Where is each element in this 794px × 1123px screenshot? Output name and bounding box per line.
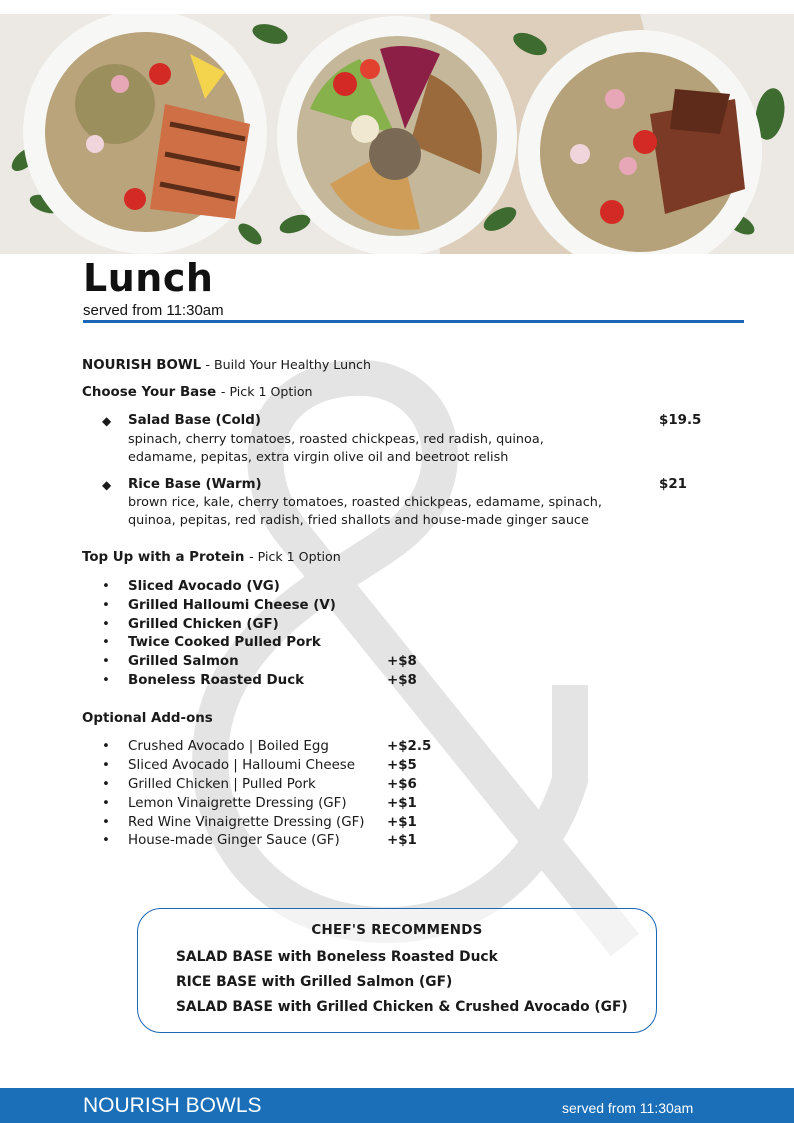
base-item-price: $21 [659, 476, 687, 492]
base-item-name: Rice Base (Warm) [128, 476, 262, 492]
bullet-icon: • [102, 758, 110, 774]
footer-title: NOURISH BOWLS [83, 1094, 262, 1117]
base-item-desc-line: brown rice, kale, cherry tomatoes, roasted chickpeas, edamame, spinach, [128, 495, 602, 511]
bullet-icon: • [102, 654, 110, 670]
list-item [82, 634, 722, 653]
bullet-icon: • [102, 578, 110, 594]
list-item [82, 653, 722, 672]
list-item-price: +$8 [387, 672, 417, 688]
list-item-price: +$8 [387, 654, 417, 670]
footer-bar [0, 1088, 794, 1123]
bullet-icon: • [102, 672, 110, 688]
chef-recommend-line: RICE BASE with Grilled Salmon (GF) [176, 974, 453, 990]
chef-recommend-line: SALAD BASE with Grilled Chicken & Crushed Avocado (GF) [176, 999, 628, 1015]
footer-served-time: served from 11:30am [562, 1100, 694, 1116]
list-item [82, 672, 722, 691]
base-item-name: Salad Base (Cold) [128, 413, 261, 429]
base-item-desc-line: edamame, pepitas, extra virgin olive oil and beetroot relish [128, 449, 509, 465]
list-item-label: Twice Cooked Pulled Pork [128, 635, 321, 651]
nourish-bowl-tagline: - Build Your Healthy Lunch [205, 357, 371, 372]
bullet-icon: • [102, 597, 110, 613]
base-heading-text: Choose Your Base [82, 384, 217, 400]
menu-content [82, 356, 722, 851]
list-item-label: Red Wine Vinaigrette Dressing (GF) [128, 814, 365, 830]
base-item-desc-line: quinoa, pepitas, red radish, fried shallots and house-made ginger sauce [128, 513, 589, 529]
base-item-desc-line: spinach, cherry tomatoes, roasted chickpeas, red radish, quinoa, [128, 431, 544, 447]
base-section [82, 383, 722, 531]
addons-heading: Optional Add-ons [82, 710, 213, 726]
protein-section [82, 548, 722, 690]
list-item-price: +$2.5 [387, 739, 432, 755]
list-item [82, 578, 722, 597]
nourish-bowl-label: NOURISH BOWL [82, 358, 202, 373]
protein-heading [82, 548, 722, 568]
page-subtitle: served from 11:30am [83, 302, 224, 319]
base-item-price: $19.5 [659, 413, 702, 429]
nourish-bowl-heading [82, 356, 722, 376]
bullet-icon: • [102, 814, 110, 830]
bullet-icon: • [102, 616, 110, 632]
list-item-label: Grilled Halloumi Cheese (V) [128, 597, 336, 613]
chef-recommend-line: SALAD BASE with Boneless Roasted Duck [176, 949, 498, 965]
list-item-label: Lemon Vinaigrette Dressing (GF) [128, 795, 347, 811]
list-item-price: +$1 [387, 833, 417, 849]
list-item [82, 597, 722, 616]
chef-recommends-box [137, 908, 657, 1033]
bullet-icon: • [102, 833, 110, 849]
base-heading [82, 383, 722, 403]
protein-list [82, 578, 722, 691]
list-item-price: +$5 [387, 758, 417, 774]
list-item-label: Grilled Salmon [128, 654, 239, 670]
diamond-bullet-icon: ◆ [102, 414, 112, 429]
list-item [82, 832, 722, 851]
title-divider [83, 320, 744, 323]
bullet-icon: • [102, 776, 110, 792]
addons-list [82, 738, 722, 851]
bullet-icon: • [102, 635, 110, 651]
list-item-label: House-made Ginger Sauce (GF) [128, 833, 340, 849]
list-item-label: Boneless Roasted Duck [128, 672, 305, 688]
base-item-rice [82, 476, 722, 531]
list-item-price: +$1 [387, 795, 417, 811]
bullet-icon: • [102, 739, 110, 755]
protein-heading-note: - Pick 1 Option [249, 549, 341, 565]
list-item-label: Grilled Chicken (GF) [128, 616, 279, 632]
chef-recommends-title: CHEF'S RECOMMENDS [311, 923, 483, 938]
list-item-price: +$1 [387, 814, 417, 830]
base-item-desc [128, 494, 648, 530]
list-item [82, 757, 722, 776]
page-title: Lunch [83, 256, 214, 300]
base-heading-note: - Pick 1 Option [220, 383, 313, 399]
list-item-price: +$6 [387, 776, 417, 792]
base-item-desc [128, 431, 648, 467]
diamond-bullet-icon: ◆ [102, 477, 112, 492]
list-item-label: Crushed Avocado | Boiled Egg [128, 739, 329, 755]
hero-photo-bowls [0, 14, 794, 254]
list-item [82, 814, 722, 833]
list-item-label: Sliced Avocado | Halloumi Cheese [128, 758, 356, 774]
base-item-salad [82, 412, 722, 467]
list-item [82, 795, 722, 814]
protein-heading-text: Top Up with a Protein [82, 550, 245, 566]
addons-section [82, 710, 722, 851]
list-item-label: Grilled Chicken | Pulled Pork [128, 776, 316, 792]
list-item-label: Sliced Avocado (VG) [128, 578, 280, 594]
list-item [82, 738, 722, 757]
list-item [82, 616, 722, 635]
bullet-icon: • [102, 795, 110, 811]
list-item [82, 776, 722, 795]
